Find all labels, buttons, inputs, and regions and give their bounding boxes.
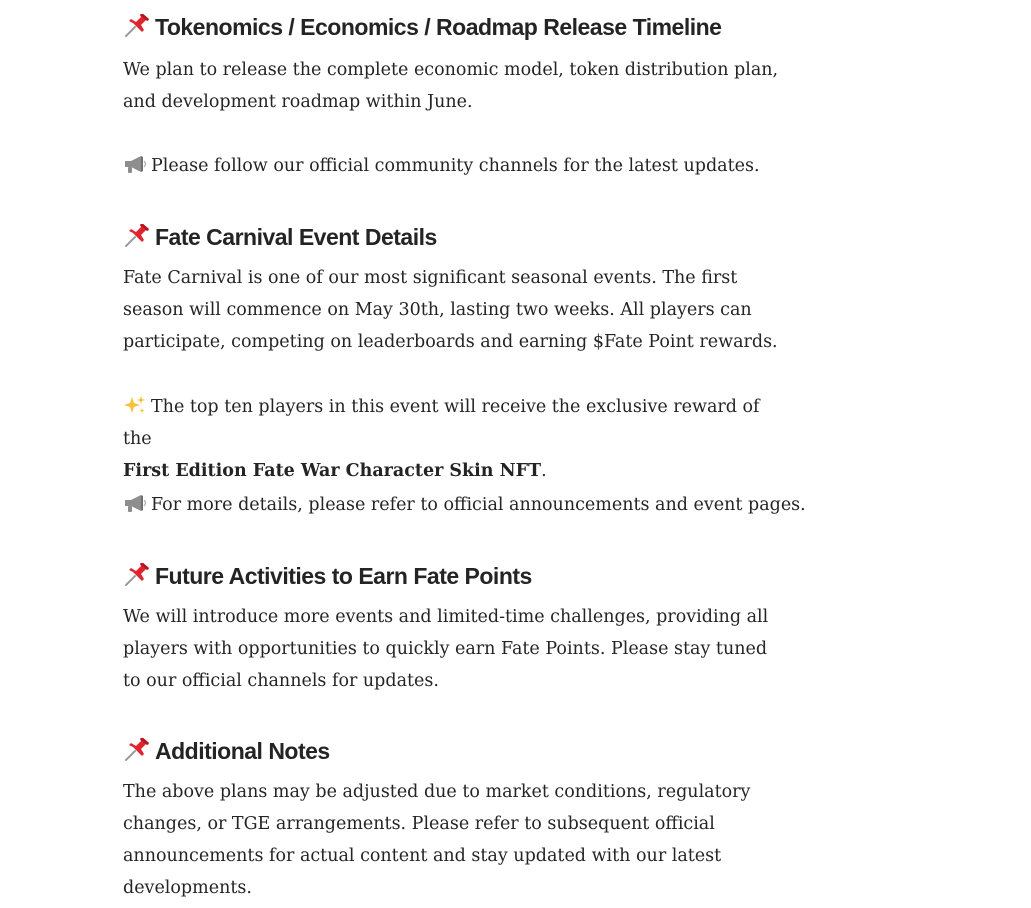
sparkles-icon (123, 395, 147, 415)
announcement-paragraph (123, 150, 843, 182)
section-heading-tokenomics (123, 12, 721, 42)
section-heading-additional-notes (123, 736, 330, 766)
megaphone-icon (123, 493, 147, 513)
paragraph-text: For more details, please refer to official announcements and event pages. (151, 495, 806, 515)
paragraph-text: The top ten players in this event will receive the exclusive reward of the (123, 397, 760, 449)
paragraph: We plan to release the complete economic model, token distribution plan, and development roadmap within June. (123, 60, 779, 112)
section-heading-future-activities (123, 561, 532, 591)
heading-text: Future Activities to Earn Fate Points (155, 563, 532, 589)
sentence-end: . (541, 461, 547, 481)
highlight-paragraph (123, 391, 793, 487)
paragraph-text: Please follow our official community channels for the latest updates. (151, 156, 760, 176)
paragraph: The above plans may be adjusted due to market conditions, regulatory changes, or TGE arrangements. Please refer to subsequent official announcements for actual content and stay updated with our latest developments. (123, 782, 751, 898)
section-heading-fate-carnival (123, 222, 437, 252)
heading-text: Fate Carnival Event Details (155, 224, 437, 250)
pushpin-icon (123, 224, 151, 248)
pushpin-icon (123, 563, 151, 587)
heading-text: Additional Notes (155, 738, 330, 764)
pushpin-icon (123, 14, 151, 38)
nft-reward-name: First Edition Fate War Character Skin NFT (123, 461, 542, 481)
paragraph: Fate Carnival is one of our most significant seasonal events. The first season will commence on May 30th, lasting two weeks. All players can participate, competing on leaderboards and earning $Fate Point rewards. (123, 268, 778, 352)
heading-text: Tokenomics / Economics / Roadmap Release Timeline (155, 14, 722, 40)
pushpin-icon (123, 738, 151, 762)
paragraph: We will introduce more events and limited-time challenges, providing all players with opportunities to quickly earn Fate Points. Please stay tuned to our official channels for updates. (123, 607, 769, 691)
megaphone-icon (123, 154, 147, 174)
announcement-paragraph (123, 489, 843, 521)
